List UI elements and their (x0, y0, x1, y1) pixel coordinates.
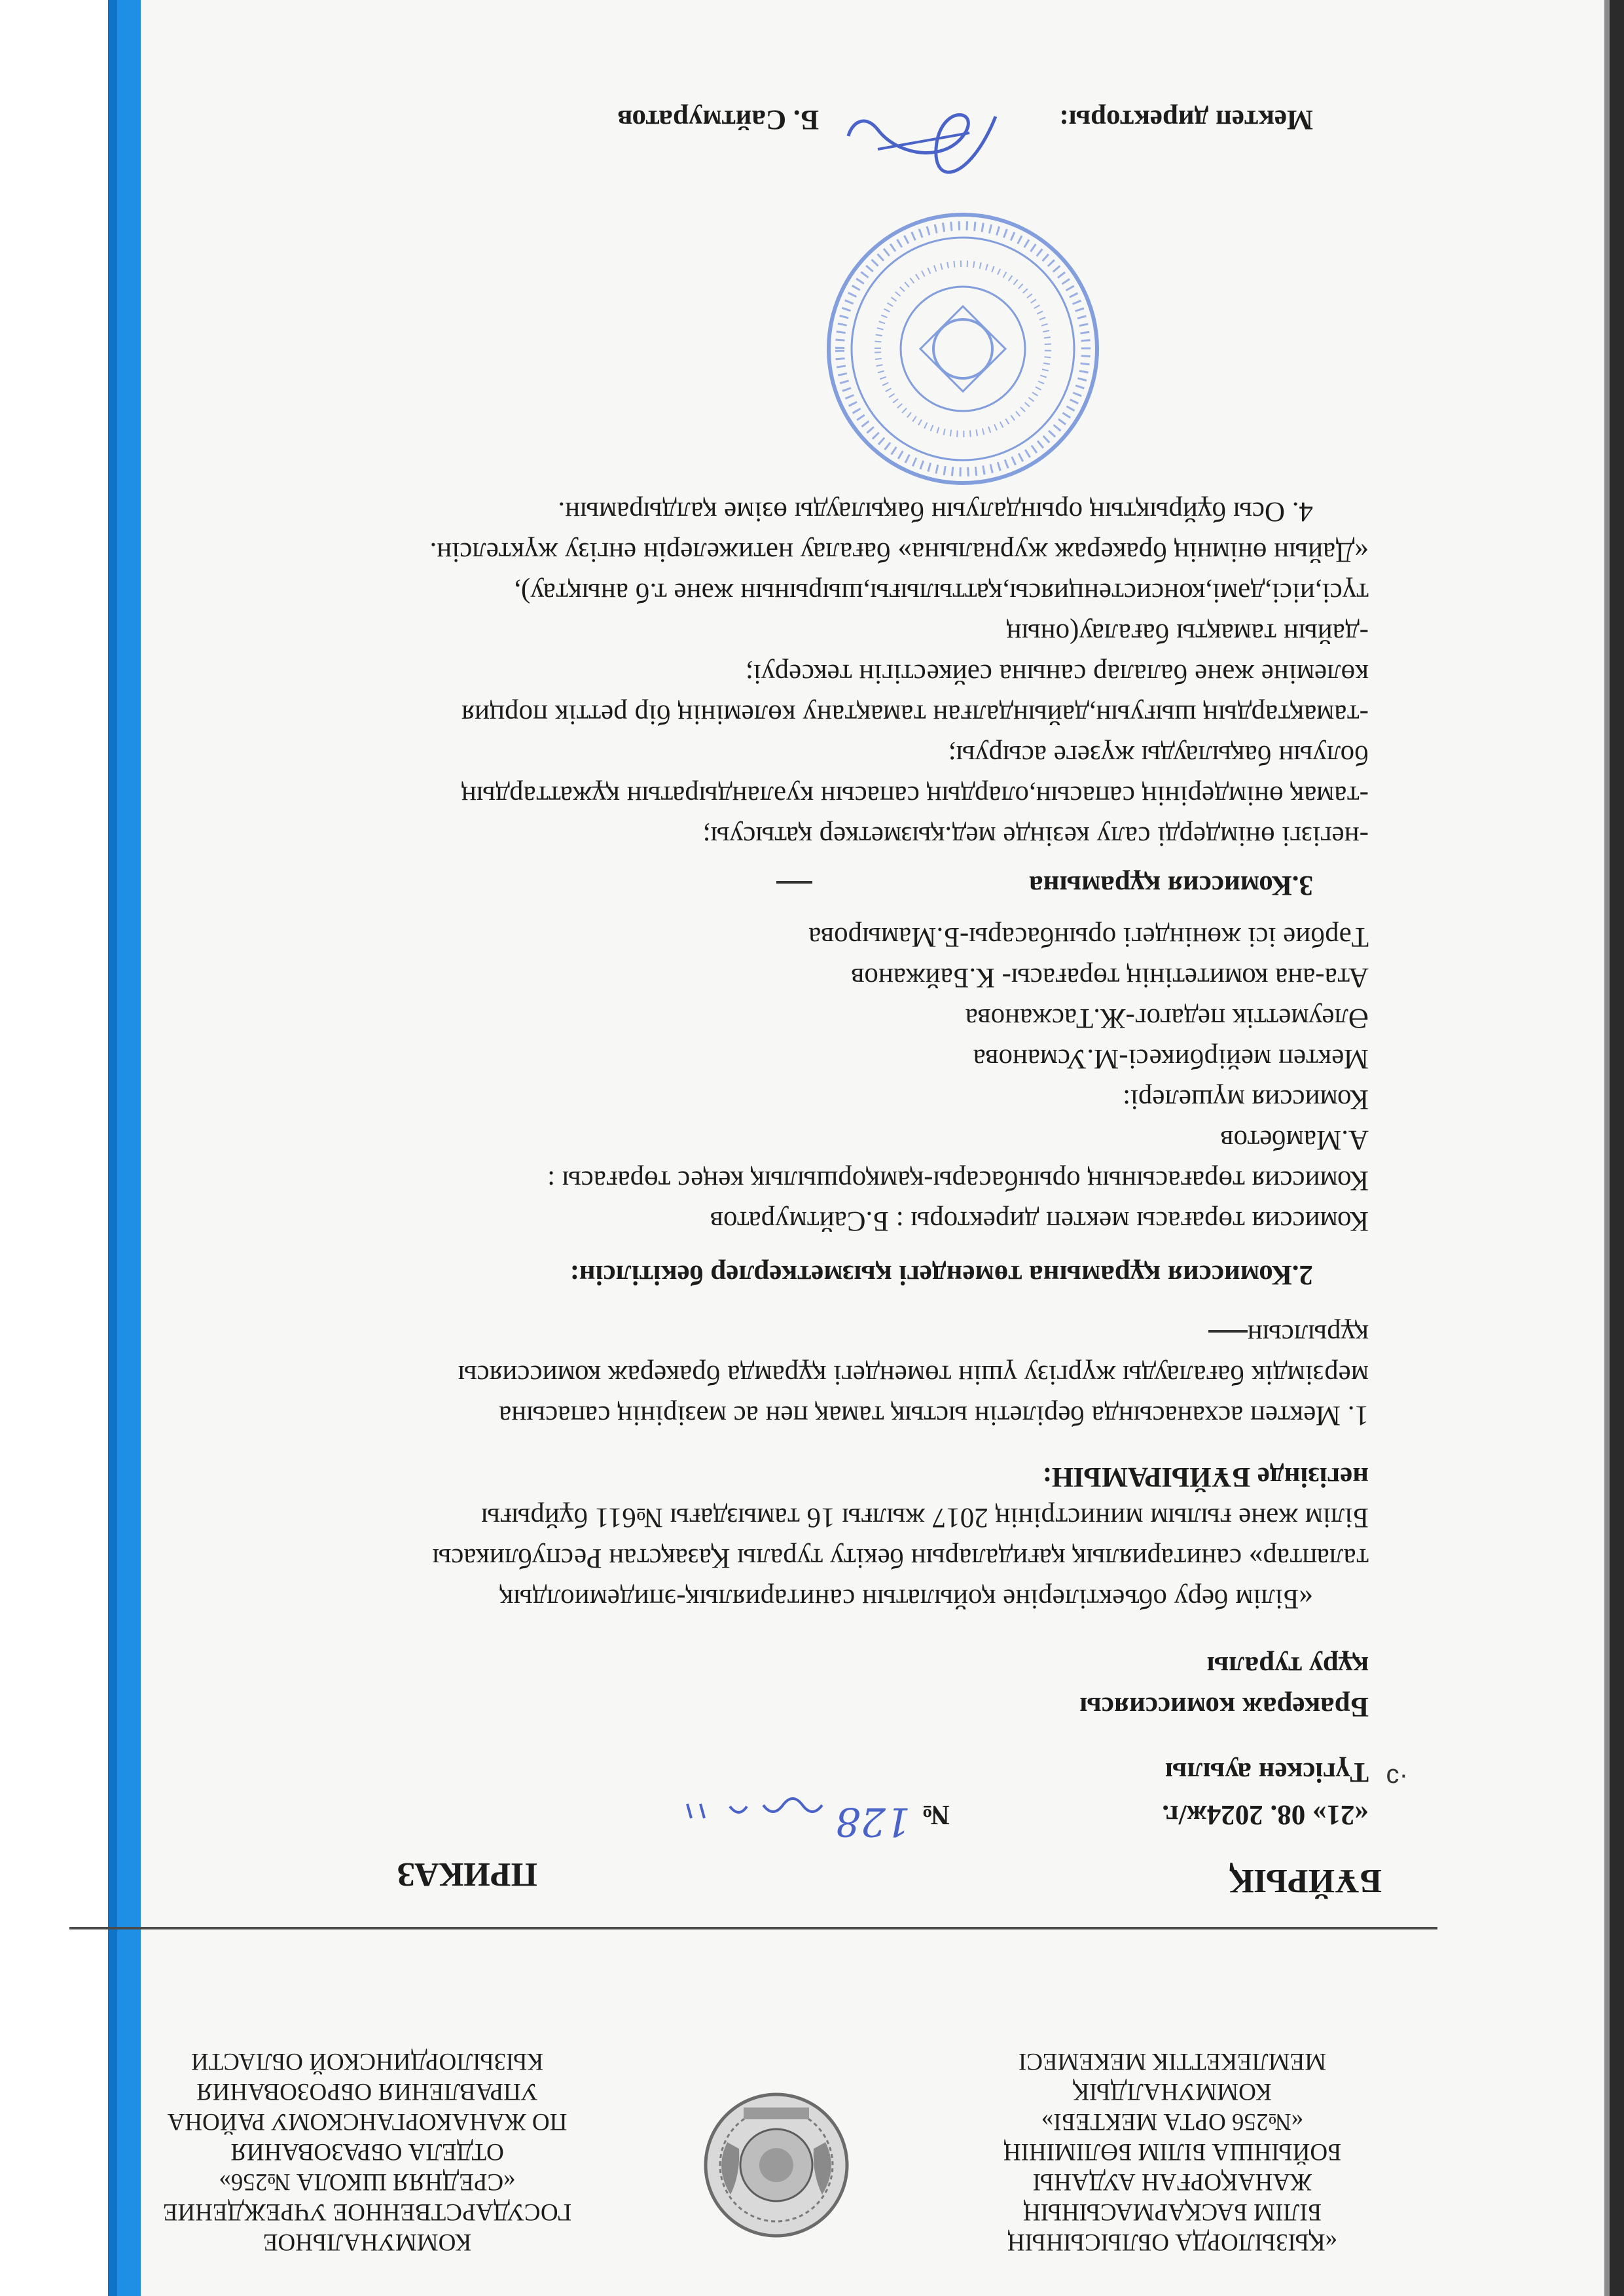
body-line: А.Мамбетов (1220, 1124, 1369, 1155)
header-right-line: КОММУНАЛЬНОЕ (262, 2229, 472, 2255)
body-line: 1. Мектеп асханасында берілетін ыстық тамақ пен ас мәзірінің сапасына (499, 1400, 1369, 1431)
header-left-line: БОЙЫНША БІЛІМ БӨЛІМІНІҢ (1003, 2138, 1342, 2165)
handwritten-signature-icon (839, 90, 1009, 195)
header-right (79, 2046, 655, 2257)
place-dash-mark: ·ɔ (1386, 1763, 1408, 1792)
header-right-line: ПО ЖАНАКОРГАНСКОМУ РАЙОНА (167, 2108, 568, 2135)
body-line: 3.Комиссия құрамына (1029, 870, 1313, 901)
body-line: «Дайын өнімнің бракераж журналына» бағалау нәтижелерін енгізу жүктелсін. (429, 537, 1369, 567)
body-line: Ата-ана комитетінің төрағасы- К.Байжанов (851, 962, 1369, 993)
body-line: «Білім беру объектілеріне қойылатын санитариялық-эпидемиолдық (499, 1583, 1313, 1614)
header-left-line: «ҚЫЗЫЛОРДА ОБЛЫСЫНЫҢ (1007, 2229, 1338, 2255)
header-right-line: «СРЕДНЯЯ ШКОЛА №256» (219, 2168, 516, 2195)
order-subject-line2: құру туралы (1206, 1651, 1369, 1681)
signature-name: Б. Сайтмуратов (617, 104, 819, 135)
order-title-ru: ПРИКАЗ (397, 1856, 537, 1893)
body-line: -негізгі өнімдерді салу кезінде мед.қызметкер қатысуы; (702, 821, 1369, 852)
header-right-line: УПРАВЛЕНИЯ ОБРОЗОВАНИЯ (196, 2078, 538, 2105)
body-line: мерзімдік бағалауды жүргізу үшін төмендегі құрамда бракераж комиссиясы (458, 1359, 1369, 1390)
body-line: -дайын тамақты бағалау(оның (1006, 618, 1369, 649)
header-divider (69, 1927, 1437, 1929)
body-line: -тамақ өнімдерінің сапасын,олардың сапасын куәландыратын құжаттардың (461, 780, 1369, 811)
body-line: Комиссия мүшелері: (1123, 1084, 1369, 1115)
header-left-line: КОММУНАЛДЫҚ (1073, 2078, 1272, 2105)
order-number-handwritten: 128 (835, 1799, 911, 1844)
state-emblem-icon (701, 2090, 852, 2240)
header-left-line: ЖАНАҚОРҒАН АУДАНЫ (1032, 2168, 1312, 2195)
scribble-mark (1208, 1330, 1248, 1333)
order-number-label: № (921, 1799, 950, 1830)
body-line: Тәрбие ісі жөніндегі орынбасары-Б.Мамырова (808, 922, 1369, 952)
order-title-kz: БҰЙРЫҚ (1229, 1862, 1382, 1899)
header-right-line: ГОСУДАРСТВЕННОЕ УЧРЕЖДЕНИЕ (162, 2198, 572, 2225)
official-stamp-icon (822, 208, 1104, 490)
scribble-mark (776, 881, 812, 884)
order-place: Түгіскен ауылы (1164, 1757, 1369, 1787)
order-date: «21» 08. 2024ж/г. (1162, 1799, 1369, 1830)
body-line: түсі,иісі,дәмі,консистенциясы,қаттылығы,шырынын және т.б анықтау), (514, 577, 1369, 608)
body-line: Комиссия төрағасы мектеп директоры : Б.Сайтмуратов (710, 1206, 1369, 1236)
body-line: Білім және ғылым министрінің 2017 жылғы 16 тамыздағы №611 бұйрығы (480, 1502, 1369, 1533)
order-subject-line1: Бракераж комиссиясы (1079, 1691, 1369, 1722)
header-left-line: БІЛІМ БАСҚАРМАСЫНЫҢ (1023, 2198, 1322, 2225)
header-left-line: «№256 ОРТА МЕКТЕБІ» (1041, 2108, 1304, 2135)
body-line: 4. Осы бұйрықтың орындалуын бақылауды өзіме қалдырамын. (558, 496, 1313, 527)
body-line: көлеміне және балалар санына сәйкестігін тексеруі; (745, 658, 1369, 689)
header-right-line: ОТДЕЛА ОБРАЗОВАНИЯ (230, 2138, 504, 2165)
body-line: Комиссия төрағасының орынбасары-қамқоршылық кеңес төрағасы : (547, 1165, 1369, 1196)
body-line: -тамақтардың шығуын,дайындалған тамақтану көлемінің бір реттік порция (461, 699, 1369, 730)
header-left (924, 2046, 1421, 2257)
header-right-line: КЫЗЫЛОРДИНСКОЙ ОБЛАСТИ (190, 2048, 544, 2075)
body-line: талаптар» санитариялық қағидаларын бекіту туралы Қазақстан Республикасы (432, 1543, 1369, 1573)
body-line: 2.Комиссия құрамына төмендегі қызметкерлер бекітілсін: (569, 1259, 1313, 1290)
body-line: Әлеуметтік педагог-Ж.Тасжанова (965, 1003, 1369, 1033)
handwritten-mark-icon (675, 1792, 825, 1825)
body-line: негізінде БҰЙЫРАМЫН: (1042, 1462, 1369, 1492)
body-line: құрылсын (1247, 1319, 1369, 1350)
header-left-line: МЕМЛЕКЕТТІК МЕКЕМЕСІ (1018, 2048, 1327, 2075)
body-line: Мектеп мейірбикесі-М.Усманова (973, 1043, 1369, 1074)
body-line: болуын бақылауды жүзеге асыруы; (948, 740, 1369, 770)
signature-label: Мектеп директоры: (1059, 104, 1313, 135)
